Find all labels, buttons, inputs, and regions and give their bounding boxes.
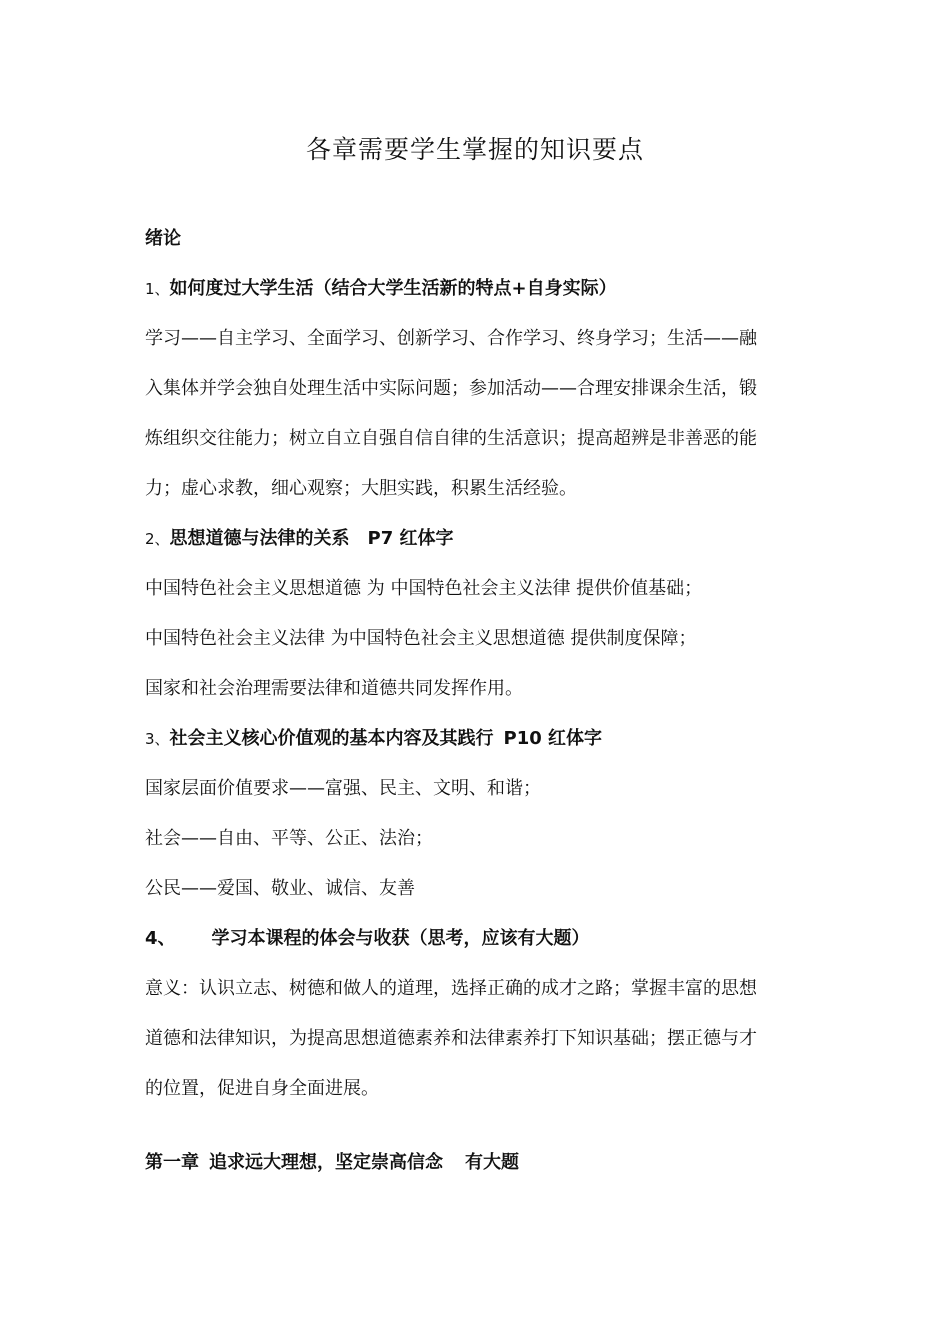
chapter-label: 第一章 [145,1152,199,1173]
answer-line: 力；虚心求教，细心观察；大胆实践，积累生活经验。 [145,478,577,499]
section-heading-intro: 绪论 [145,228,181,249]
question-number: 3、 [145,730,170,748]
question-text: 如何度过大学生活（结合大学生活新的特点+自身实际） [169,278,617,299]
answer-line: 入集体并学会独自处理生活中实际问题；参加活动——合理安排课余生活，锻 [145,378,757,399]
page-reference: P10 红体字 [503,728,603,749]
question-number: 4、 [145,928,176,949]
answer-line: 国家和社会治理需要法律和道德共同发挥作用。 [145,678,523,699]
answer-line: 国家层面价值要求——富强、民主、文明、和谐； [145,778,541,799]
answer-line: 的位置，促进自身全面进展。 [145,1078,379,1099]
question-number: 2、 [145,530,170,548]
question-text: 社会主义核心价值观的基本内容及其践行 [169,728,494,749]
page-title: 各章需要学生掌握的知识要点 [305,135,644,164]
answer-line: 公民——爱国、敬业、诚信、友善 [145,878,415,899]
question-text: 学习本课程的体会与收获（思考，应该有大题） [211,928,590,949]
answer-line: 道德和法律知识，为提高思想道德素养和法律素养打下知识基础；摆正德与才 [145,1028,757,1049]
question-3 [145,714,810,764]
answer-line: 中国特色社会主义法律 为中国特色社会主义思想道德 提供制度保障； [145,628,697,649]
answer-line: 炼组织交往能力；树立自立自强自信自律的生活意识；提高超辨是非善恶的能 [145,428,757,449]
question-4 [145,914,810,964]
question-number: 1、 [145,280,170,298]
question-2 [145,514,810,564]
answer-line: 中国特色社会主义思想道德 为 中国特色社会主义法律 提供价值基础； [145,578,703,599]
page-reference: P7 红体字 [367,528,454,549]
answer-line: 意义：认识立志、树德和做人的道理，选择正确的成才之路；掌握丰富的思想 [145,978,757,999]
answer-line: 社会——自由、平等、公正、法治； [145,828,433,849]
chapter-note: 有大题 [465,1152,519,1173]
document-body [145,214,810,1188]
answer-line: 学习——自主学习、全面学习、创新学习、合作学习、终身学习；生活——融 [145,328,757,349]
chapter-title: 追求远大理想，坚定崇高信念 [209,1152,443,1173]
chapter-heading [145,1138,810,1188]
question-text: 思想道德与法律的关系 [169,528,350,549]
question-1 [145,264,810,314]
